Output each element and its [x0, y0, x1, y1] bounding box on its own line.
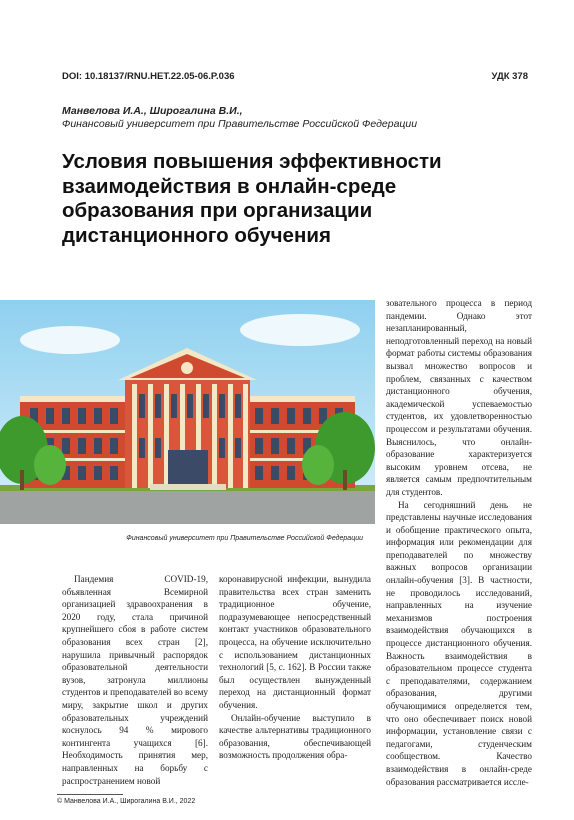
body-column-left: [62, 573, 208, 787]
body-column-middle: [219, 573, 371, 762]
university-building-photo: [0, 300, 375, 524]
authors: Манвелова И.А., Широгалина В.И.,: [62, 105, 243, 117]
photo-caption: Финансовый университет при Правительстве Российской Федерации: [126, 535, 363, 542]
copyright: © Манвелова И.А., Широгалина В.И., 2022: [57, 798, 196, 805]
body-column-right: [386, 297, 532, 788]
doi: DOI: 10.18137/RNU.HET.22.05-06.P.036: [62, 71, 235, 82]
paragraph: зовательного процесса в период пандемии. Однако этот незапланированный, неподготовленный переход на новый формат работы системы образования вызвал множество вопросов и проблем, связанных с качеством дистанционного обучения, академической успеваемостью студентов, их удовлетворенностью процессом и результатами обучения. Выяснилось, что онлайн-образование характеризуется высоким уровнем отсева, не является самым предпочтительным для студентов.: [386, 298, 532, 497]
affiliation: Финансовый университет при Правительстве Российской Федерации: [62, 118, 418, 130]
footnote-divider: [57, 794, 123, 795]
building-illustration: [0, 300, 375, 524]
paragraph: коронавирусной инфекции, вынудила правительства всех стран заменить традиционное обучение, подразумевающее непосредственный контакт участников образовательного процесса, на обучение исключительно с использованием дистанционных технологий [5, с. 162]. В России также был осуществлен вынужденный переход на дистанционный формат обучения.: [219, 574, 371, 710]
paragraph: На сегодняшний день не представлены научные исследования и обобщение практического опыта, информация или рекомендации для преподавателей по множеству важных вопросов организации онлайн-обучения [3]. В частности, не проводилось исследований, направленных на изучение механизмов построения взаимодействия обучающихся в процессе дистанционного обучения. Важность взаимодействия в образовательном процессе студента с преподавателями, содержанием образования, другими обучающимися определяется тем, что оно обеспечивает поиск новой информации, установление связи с педагогами, студенческим сообществом. Качество взаимодействия в онлайн-среде образования рассматривается иссле-: [386, 499, 532, 787]
paragraph: Пандемия COVID-19, объявленная Всемирной организацией здравоохранения в 2020 году, стала причиной крупнейшего сбоя в работе систем образования всех стран [2], нарушила привычный распорядок образовательной деятельности вузов, затронула миллионы студентов и преподавателей во всему миру, закрытие школ и других образовательных учреждений коснулось 94 % мирового контингента учащихся [6]. Необходимость принятия мер, направленных на борьбу с распространением новой: [62, 574, 208, 786]
paragraph: Онлайн-обучение выступило в качестве альтернативы традиционного образования, обеспечивающей возможность продолжения обра-: [219, 712, 371, 761]
article-title: Условия повышения эффективности взаимодействия в онлайн-среде образования при организации дистанционного обучения: [62, 150, 442, 247]
udk-code: УДК 378: [491, 71, 528, 82]
